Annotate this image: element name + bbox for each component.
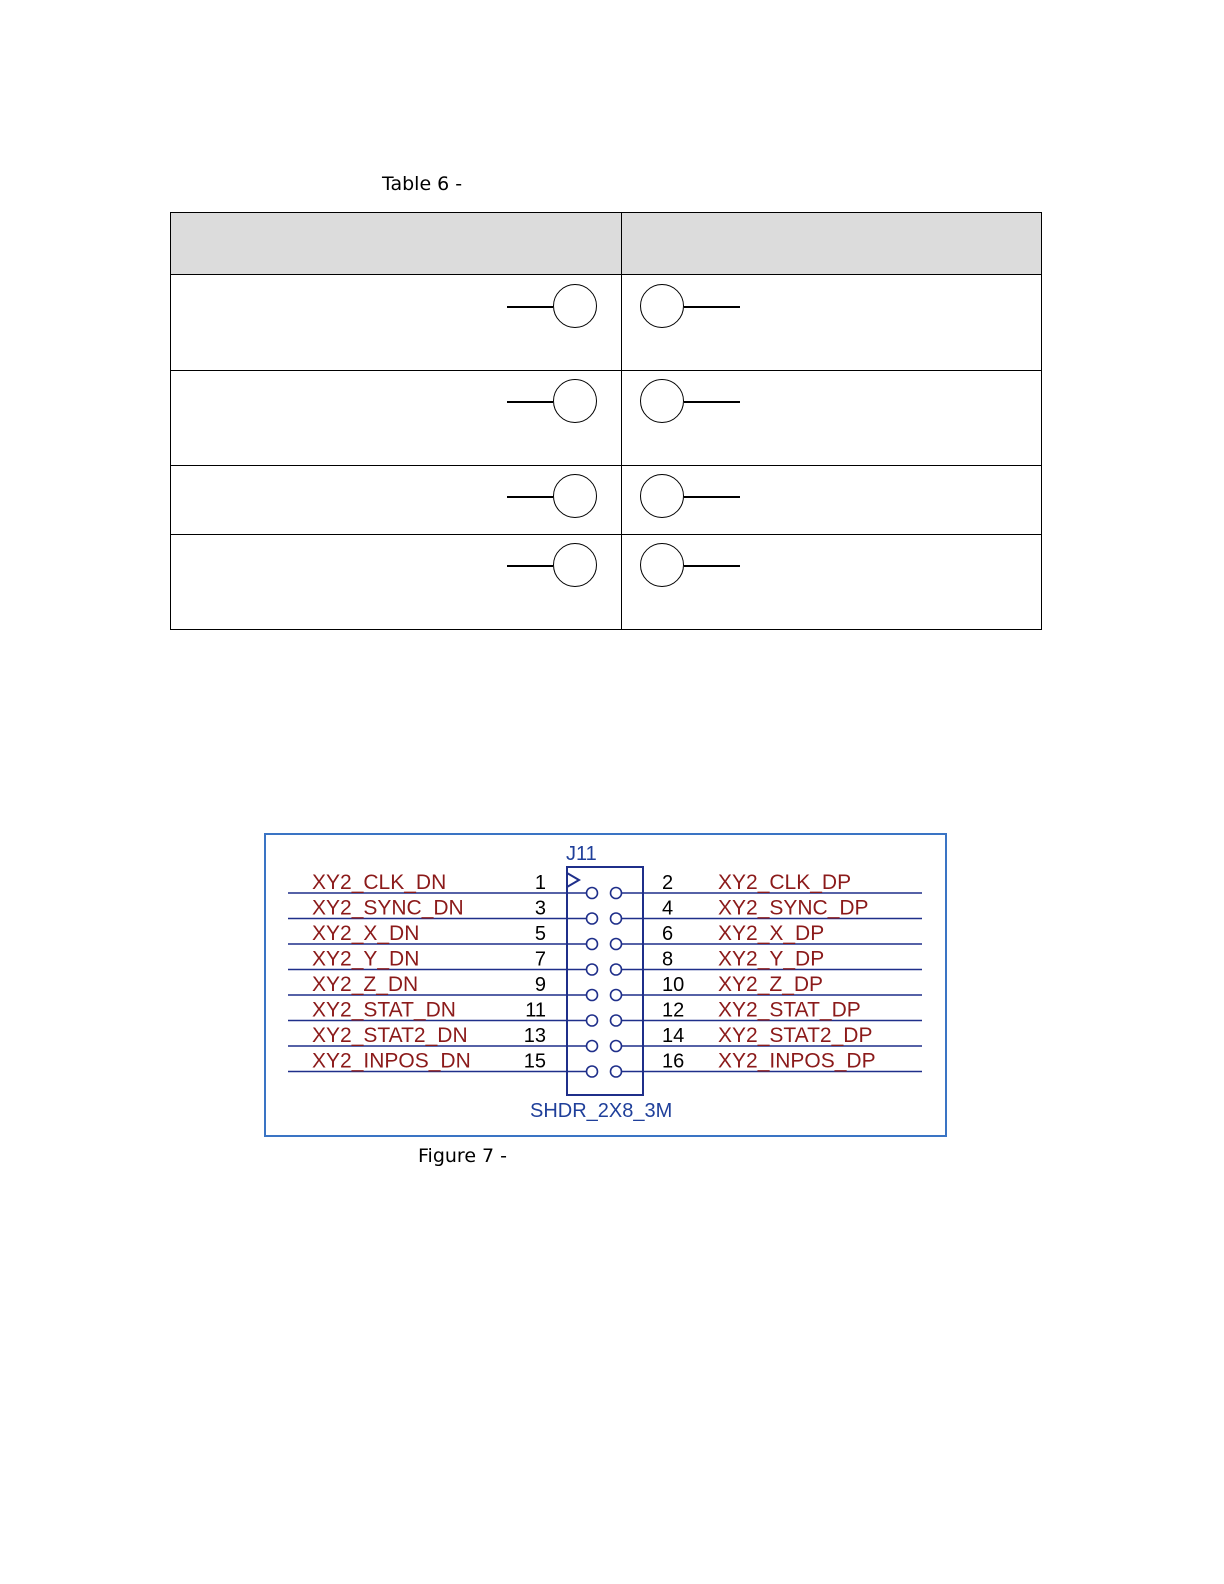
left-net-label: XY2_SYNC_DN xyxy=(312,896,464,920)
right-net-label: XY2_STAT2_DP xyxy=(718,1024,873,1047)
right-net-label: XY2_Y_DP xyxy=(718,947,825,971)
right-net-label: XY2_X_DP xyxy=(718,922,825,945)
table-header-row xyxy=(171,213,1041,275)
right-pin-number: 8 xyxy=(662,948,674,971)
left-pin-number: 5 xyxy=(534,923,546,945)
left-net-label: XY2_Z_DN xyxy=(312,973,419,996)
pin-circle-right xyxy=(611,913,622,924)
pin-circle-right xyxy=(611,939,622,950)
table-column-divider xyxy=(621,213,622,629)
pin-circle-left xyxy=(587,888,598,899)
pin-circle-right xyxy=(611,888,622,899)
right-pin-number: 12 xyxy=(662,999,685,1022)
pin-circle-left xyxy=(587,990,598,1001)
right-net-label: XY2_INPOS_DP xyxy=(718,1049,876,1073)
left-pin-number: 1 xyxy=(534,872,546,894)
pin1-marker xyxy=(567,873,579,887)
left-pin-number: 3 xyxy=(534,897,546,920)
right-pin-number: 6 xyxy=(662,923,674,945)
right-pin-number: 10 xyxy=(662,974,685,996)
table-row-divider xyxy=(171,465,1041,466)
left-net-label: XY2_CLK_DN xyxy=(312,871,447,894)
pin-circle-right xyxy=(611,990,622,1001)
connector-refdes: J11 xyxy=(566,843,597,865)
pin-circle-left xyxy=(587,1066,598,1077)
table-row-divider xyxy=(171,370,1041,371)
pin-circle-right xyxy=(611,1015,622,1026)
left-pin-number: 11 xyxy=(525,999,546,1022)
right-pin-number: 4 xyxy=(662,897,674,920)
right-net-label: XY2_SYNC_DP xyxy=(718,896,869,920)
pin-circle-right xyxy=(611,1066,622,1077)
figure-caption: Figure 7 - xyxy=(418,1145,508,1167)
pin-table xyxy=(170,212,1042,630)
connector-schematic xyxy=(264,833,947,1137)
left-net-label: XY2_STAT_DN xyxy=(312,998,456,1022)
right-pin-number: 16 xyxy=(662,1050,685,1073)
pin-circle-left xyxy=(587,1015,598,1026)
left-net-label: XY2_STAT2_DN xyxy=(312,1024,468,1047)
left-net-label: XY2_Y_DN xyxy=(312,947,420,971)
right-net-label: XY2_CLK_DP xyxy=(718,871,852,894)
pin-circle-left xyxy=(587,939,598,950)
right-pin-number: 14 xyxy=(662,1025,685,1047)
pin-circle-left xyxy=(587,913,598,924)
pin-circle-left xyxy=(587,964,598,975)
left-net-label: XY2_X_DN xyxy=(312,922,420,945)
right-net-label: XY2_Z_DP xyxy=(718,973,824,996)
table-row-divider xyxy=(171,534,1041,535)
connector-part-name: SHDR_2X8_3M xyxy=(530,1100,673,1122)
table-caption: Table 6 - xyxy=(382,173,463,195)
connector-body xyxy=(567,867,643,1095)
pin-circle-right xyxy=(611,1041,622,1052)
left-net-label: XY2_INPOS_DN xyxy=(312,1049,471,1073)
left-pin-number: 15 xyxy=(523,1050,546,1073)
right-net-label: XY2_STAT_DP xyxy=(718,998,861,1022)
pin-circle-left xyxy=(587,1041,598,1052)
right-pin-number: 2 xyxy=(662,872,674,894)
left-pin-number: 13 xyxy=(523,1025,546,1047)
left-pin-number: 7 xyxy=(534,948,546,971)
left-pin-number: 9 xyxy=(534,974,546,996)
pin-circle-right xyxy=(611,964,622,975)
